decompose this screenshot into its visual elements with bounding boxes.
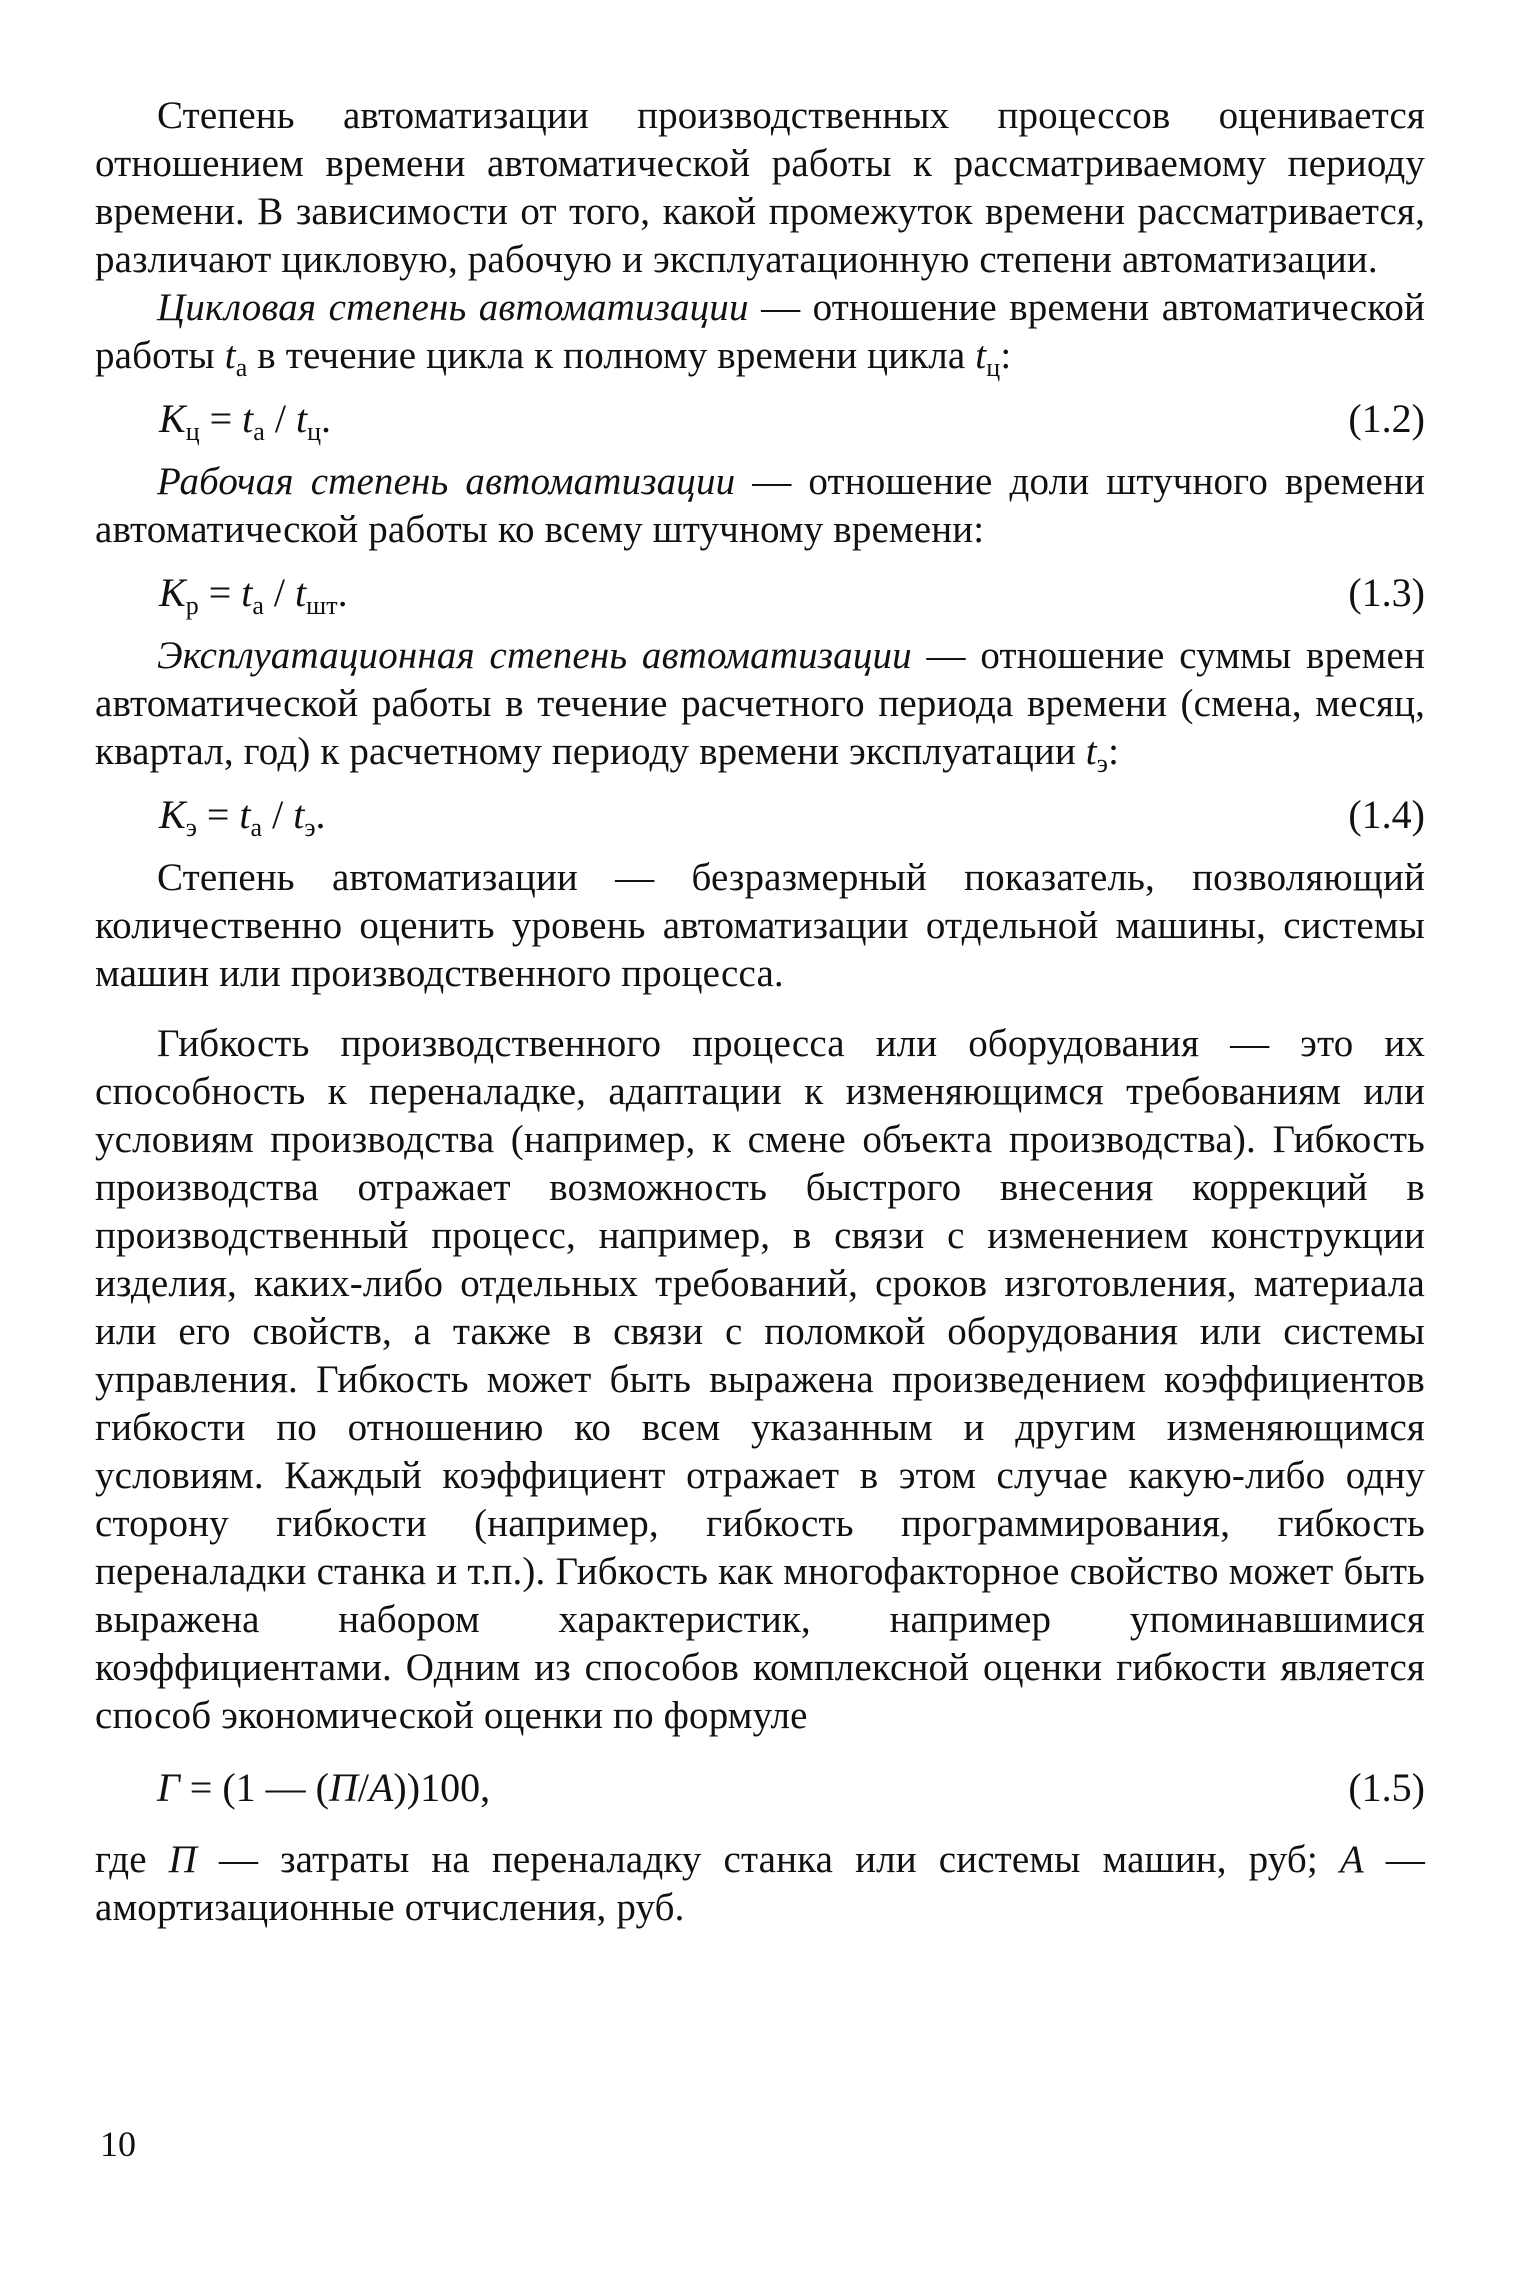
formula-1-2: $K_ц = t_а / t_ц$. (1.2) bbox=[95, 380, 1425, 458]
paragraph-dimensionless: Степень автоматизации — безразмерный показатель, позволяющий количественно оценить уровень автоматизации отдельной машины, системы машин или производственного процесса. bbox=[95, 856, 1425, 995]
formula-1-3: $K_р = t_а / t_{шт}$. (1.3) bbox=[95, 554, 1425, 632]
formula-number: (1.4) bbox=[1348, 792, 1425, 837]
term-work-degree: Рабочая степень автоматизации bbox=[157, 460, 736, 503]
paragraph-intro: Степень автоматизации производственных процессов оценивается отношением времени автоматической работы к рассматриваемому периоду времени. В зависимости от того, какой промежуток времени рассматривается, различают цикловую, рабочую и эксплуатационную степени автоматизации. bbox=[95, 94, 1425, 281]
formula-1-4: $K_э = t_а / t_э$. (1.4) bbox=[95, 776, 1425, 854]
paragraph-operational-degree: Эксплуатационная степень автоматизации — отношение суммы времен автоматической работы в течение расчетного периода времени (смена, месяц, квартал, год) к расчетному периоду времени эксплуатации $t_э$: bbox=[95, 634, 1425, 778]
paragraph-flexibility: Гибкость производственного процесса или оборудования — это их способность к переналадке, адаптации к изменяющимся требованиям или условиям производства (например, к смене объекта производства). Гибкость производства отражает возможность быстрого внесения коррекций в производственный процесс, например, в связи с изменением конструкции изделия, каких-либо отдельных требований, сроков изготовления, материала или его свойств, а также в связи с поломкой оборудования или системы управления. Гибкость может быть выражена произведением коэффициентов гибкости по отношению ко всем указанным и другим изменяющимся условиям. Каждый коэффициент отражает в этом случае какую-либо одну сторону гибкости (например, гибкость программирования, гибкость переналадки станка и т.п.). Гибкость как многофакторное свойство может быть выражена набором характеристик, например упоминавшимися коэффициентами. Одним из способов комплексной оценки гибкости является способ экономической оценки по формуле bbox=[95, 1022, 1425, 1737]
formula-number: (1.3) bbox=[1348, 570, 1425, 615]
term-cycle-degree: Цикловая степень автоматизации bbox=[157, 286, 749, 329]
formula-number: (1.5) bbox=[1348, 1765, 1425, 1810]
term-operational-degree: Эксплуатационная степень автоматизации bbox=[157, 634, 912, 677]
paragraph-cycle-degree: Цикловая степень автоматизации — отношение времени автоматической работы $t_а$ в течение цикла к полному времени цикла $t_ц$: bbox=[95, 286, 1426, 382]
paragraph-where: где П — затраты на переналадку станка или системы машин, руб; А — амортизационные отчисления, руб. bbox=[95, 1838, 1425, 1929]
page-body bbox=[95, 92, 1425, 1932]
formula-1-5: Г = (1 — (П/А))100, (1.5) bbox=[95, 1740, 1425, 1836]
formula-number: (1.2) bbox=[1348, 396, 1425, 441]
page-number: 10 bbox=[100, 2124, 136, 2164]
paragraph-work-degree: Рабочая степень автоматизации — отношение доли штучного времени автоматической работы ко всему штучному времени: bbox=[95, 460, 1425, 551]
